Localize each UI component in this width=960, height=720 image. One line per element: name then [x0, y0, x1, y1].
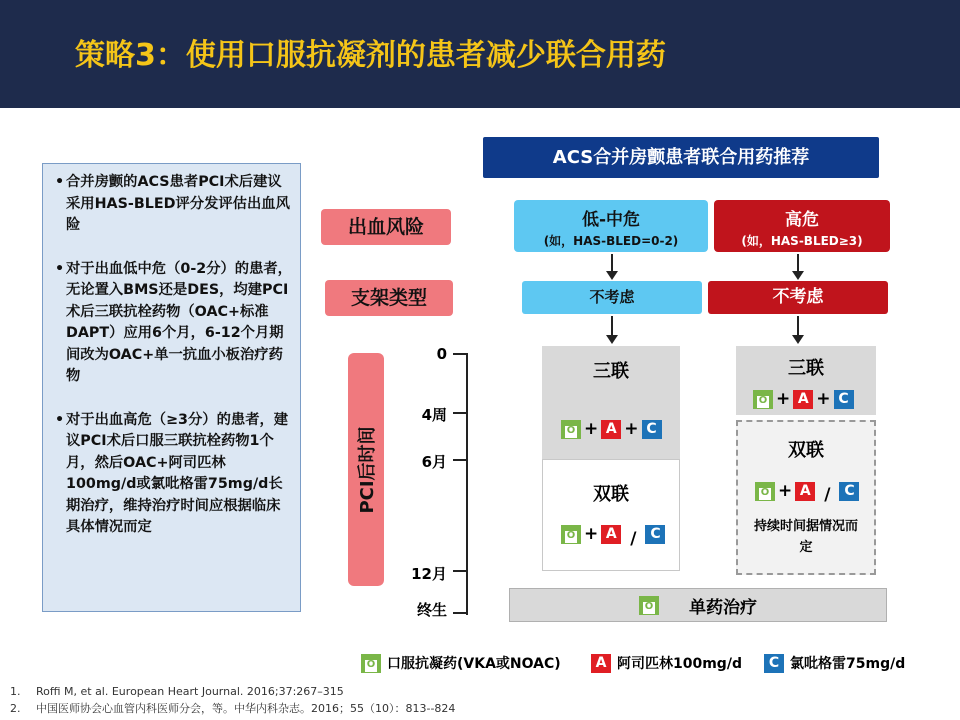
aspirin-icon: A: [601, 525, 621, 544]
clopidogrel-icon: C: [645, 525, 665, 544]
clopidogrel-icon: C: [642, 420, 662, 439]
risk-high-name: 高危: [785, 210, 819, 230]
tick-label-4w: 4周: [421, 406, 447, 424]
clopidogrel-icon: C: [764, 654, 784, 673]
bullet-point: • 对于出血高危（≥3分）的患者，建议PCI术后口服三联抗栓药物1个月，然后OAC+阿司匹林100mg/d或氯吡格雷75mg/d长期治疗，维持治疗时间应根据临床具体情况而定: [57, 410, 294, 539]
aspirin-icon: A: [793, 390, 813, 409]
arrow-down-icon: [797, 316, 799, 336]
plus-sign: +: [584, 524, 599, 544]
plus-sign: +: [624, 419, 639, 439]
timeline-tick: [453, 353, 468, 355]
legend-oac: [361, 653, 561, 673]
stent-type-label: 支架类型: [325, 280, 453, 316]
low-triple-combo: [561, 419, 662, 439]
aspirin-icon: A: [601, 420, 621, 439]
risk-low-box: [514, 200, 708, 252]
plus-sign: +: [584, 419, 599, 439]
high-triple-combo: [753, 389, 854, 409]
references: [10, 683, 455, 717]
legend-aspirin-label: 阿司匹林100mg/d: [617, 656, 742, 672]
arrow-down-icon: [611, 316, 613, 336]
risk-low-detail: (如，HAS-BLED=0-2): [543, 234, 679, 248]
aspirin-icon: A: [591, 654, 611, 673]
oac-icon: O: [361, 654, 381, 673]
reference-item: 2. 中国医师协会心血管内科医师分会，等。中华内科杂志。2016；55（10）：813--824: [10, 702, 456, 715]
timeline-axis: [466, 353, 468, 615]
risk-high-detail: (如，HAS-BLED≥3): [741, 234, 863, 248]
plus-sign: +: [778, 481, 793, 501]
oac-icon: O: [639, 596, 659, 615]
time-after-pci-label: [348, 353, 384, 586]
legend-clopidogrel-label: 氯吡格雷75mg/d: [790, 656, 906, 672]
summary-panel: [42, 163, 301, 612]
tick-label-lifelong: 终生: [416, 601, 447, 619]
oac-icon: O: [561, 525, 581, 544]
single-therapy-label: 单药治疗: [689, 597, 757, 618]
bleeding-risk-label: 出血风险: [321, 209, 451, 245]
phase-title: 三联: [593, 361, 629, 382]
clopidogrel-icon: C: [834, 390, 854, 409]
oac-icon: O: [755, 482, 775, 501]
phase-title: 双联: [593, 484, 629, 505]
tick-label-12m: 12月: [411, 565, 447, 583]
or-slash: /: [630, 529, 637, 549]
phase-title: 三联: [788, 358, 824, 379]
legend-oac-label: 口服抗凝药(VKA或NOAC): [387, 656, 561, 672]
single-therapy-bar: [509, 588, 887, 622]
timeline-tick: [453, 570, 468, 572]
header-bar: [0, 0, 960, 108]
slide-title: 策略3：使用口服抗凝剂的患者减少联合用药: [75, 38, 666, 73]
legend-aspirin: [591, 653, 742, 673]
tick-label-0: 0: [436, 345, 447, 363]
aspirin-icon: A: [795, 482, 815, 501]
time-after-pci-text: PCI后时间: [357, 425, 378, 514]
reference-item: 1. Roffi M, et al. European Heart Journal. 2016;37:267–315: [10, 685, 344, 698]
stent-low-box: 不考虑: [522, 281, 702, 314]
plus-sign: +: [776, 389, 791, 409]
bullet-point: • 对于出血低中危（0-2分）的患者，无论置入BMS还是DES，均建PCI术后三联抗栓药物（OAC+标准DAPT）应用6个月，6-12个月期间改为OAC+单一抗血小板治疗药物: [57, 259, 294, 388]
timeline-tick: [453, 459, 468, 461]
low-dual-combo: [561, 524, 665, 549]
diagram-title: ACS合并房颤患者联合用药推荐: [483, 137, 879, 178]
legend-clopidogrel: [764, 653, 905, 673]
tick-label-6m: 6月: [421, 453, 447, 471]
risk-low-name: 低-中危: [581, 210, 641, 230]
oac-icon: O: [561, 420, 581, 439]
phase-title: 双联: [788, 440, 824, 461]
clopidogrel-icon: C: [839, 482, 859, 501]
low-triple-phase: [542, 346, 680, 459]
timeline-tick: [453, 612, 468, 614]
bullet-point: • 合并房颤的ACS患者PCI术后建议采用HAS-BLED评分发评估出血风险: [57, 172, 294, 237]
arrow-down-icon: [611, 254, 613, 272]
plus-sign: +: [816, 389, 831, 409]
stent-high-box: 不考虑: [708, 281, 888, 314]
high-dual-combo: [755, 481, 859, 505]
risk-high-box: [714, 200, 890, 252]
low-dual-phase: [542, 459, 680, 571]
or-slash: /: [824, 485, 831, 505]
timeline-tick: [453, 412, 468, 414]
oac-icon: O: [753, 390, 773, 409]
arrow-down-icon: [797, 254, 799, 272]
dual-duration-note: 持续时间据情况而定: [754, 519, 859, 555]
